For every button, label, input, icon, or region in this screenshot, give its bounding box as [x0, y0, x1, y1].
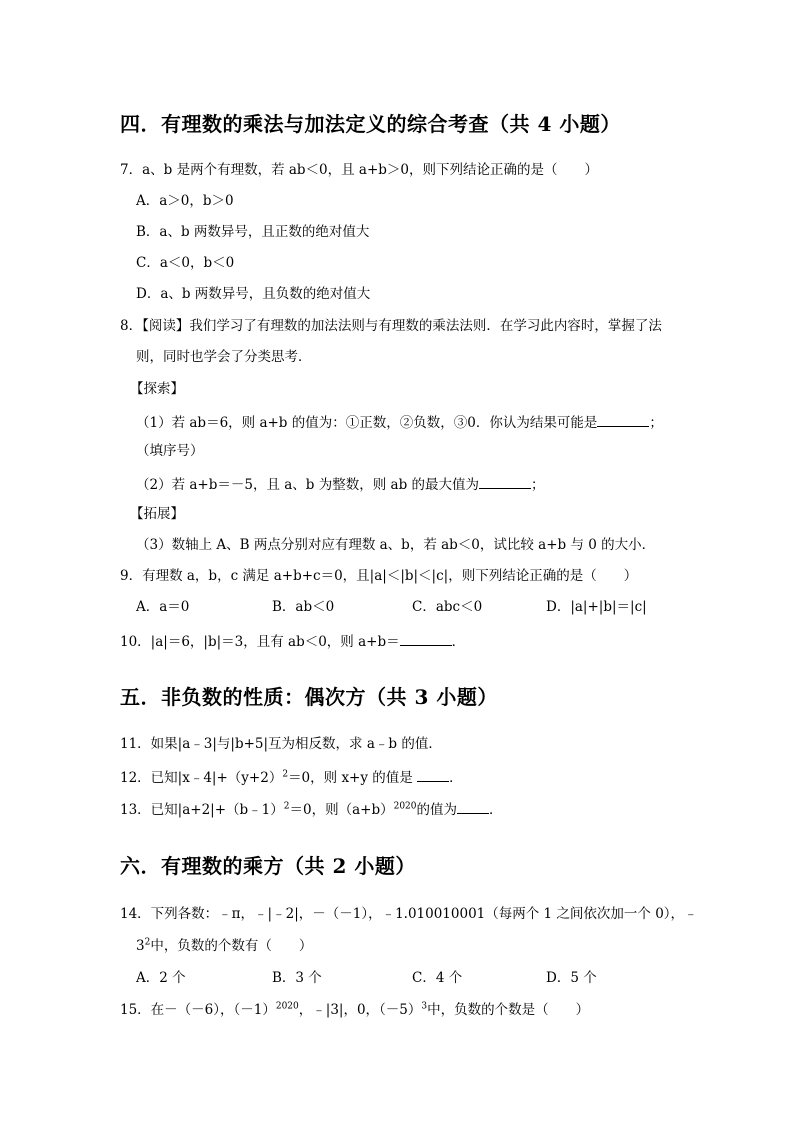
question-12-exponent: 2	[282, 769, 289, 780]
question-15	[120, 1001, 590, 1018]
question-15-text-b: ，﹣|3|，0，（－5）	[298, 1002, 422, 1018]
question-13-text-c: 的值为	[416, 802, 458, 818]
question-10-text: 10．|a|＝6，|b|＝3，且有 ab＜0，则 a+b＝	[120, 634, 400, 650]
question-7-option-b: B．a、b 两数异号，且正数的绝对值大	[136, 224, 370, 240]
answer-blank	[597, 414, 649, 427]
question-9-stem: 9．有理数 a，b，c 满足 a+b+c＝0，且|a|＜|b|＜|c|，则下列结论正确的是（ ）	[120, 568, 638, 584]
question-14-line-1: 14．下列各数：﹣π，﹣|﹣2|，－（－1），﹣1.010010001（每两个 1 之间依次加一个 0），﹣	[120, 906, 698, 922]
question-8-part-1-note: （填序号）	[136, 443, 204, 459]
question-13	[120, 801, 503, 818]
question-14-text: 中，负数的个数有（ ）	[150, 938, 313, 954]
question-7-stem: 7．a、b 是两个有理数，若 ab＜0，且 a+b＞0，则下列结论正确的是（ ）	[120, 162, 599, 178]
question-9-option-d: D．|a|+|b|＝|c|	[546, 599, 647, 615]
question-14-option-a: A．2 个	[136, 970, 186, 986]
question-8-line-1: 8．【阅读】我们学习了有理数的加法法则与有理数的乘法法则．在学习此内容时，掌握了法	[120, 318, 662, 334]
question-15-text-a: 15．在－（－6），（－1）	[120, 1002, 276, 1018]
question-13-text-a: 13．已知|a+2|+（b﹣1）	[120, 802, 284, 818]
question-8-extend-tag: 【拓展】	[130, 506, 184, 522]
question-7-option-d: D．a、b 两数异号，且负数的绝对值大	[136, 286, 371, 302]
question-8-part-1	[136, 414, 663, 431]
question-7-option-c: C．a＜0，b＜0	[136, 255, 235, 271]
question-13-end: ．	[489, 802, 503, 818]
question-12-end: ．	[449, 770, 463, 786]
question-8-explore-tag: 【探索】	[130, 381, 184, 397]
question-15-exponent-2: 3	[421, 1001, 428, 1012]
question-8-line-2: 则，同时也学会了分类思考．	[136, 349, 312, 365]
question-15-exponent-1: 2020	[275, 1001, 299, 1012]
section-heading-5: 五．非负数的性质：偶次方（共 3 小题）	[120, 685, 498, 709]
question-12-text-a: 12．已知|x﹣4|+（y+2）	[120, 770, 283, 786]
question-13-exponent: 2	[283, 801, 290, 812]
question-14-base: 3	[136, 938, 145, 954]
question-8-part-1-text: （1）若 ab＝6，则 a+b 的值为：①正数，②负数，③0．你认为结果可能是	[136, 415, 598, 431]
answer-blank	[417, 769, 449, 782]
answer-blank	[400, 633, 452, 646]
question-14-option-d: D．5 个	[546, 970, 597, 986]
question-8-part-2-text: （2）若 a+b＝－5，且 a、b 为整数，则 ab 的最大值为	[136, 477, 480, 493]
question-14-option-c: C．4 个	[412, 970, 463, 986]
question-14-line-2	[136, 937, 313, 954]
question-10-end: ．	[451, 634, 466, 650]
question-8-part-3: （3）数轴上 A、B 两点分别对应有理数 a、b，若 ab＜0，试比较 a+b 与 0 的大小．	[136, 537, 656, 553]
question-14-option-b: B．3 个	[272, 970, 322, 986]
question-9-option-b: B．ab＜0	[272, 599, 335, 615]
section-heading-4: 四．有理数的乘法与加法定义的综合考查（共 4 小题）	[120, 112, 621, 136]
question-7-option-a: A．a＞0，b＞0	[136, 193, 234, 209]
section-heading-6: 六．有理数的乘方（共 2 小题）	[120, 854, 416, 878]
question-12	[120, 769, 463, 786]
question-8-part-2-end: ；	[531, 477, 545, 493]
question-12-text-b: ＝0，则 x+y 的值是	[288, 770, 418, 786]
question-11: 11．如果|a﹣3|与|b+5|互为相反数，求 a﹣b 的值．	[120, 736, 442, 752]
question-9-option-a: A．a＝0	[136, 599, 190, 615]
question-8-part-2	[136, 476, 545, 493]
question-14-exponent: 2	[144, 937, 151, 948]
question-13-exponent-2: 2020	[393, 801, 417, 812]
question-9-option-c: C．abc＜0	[412, 599, 483, 615]
question-13-text-b: ＝0，则（a+b）	[289, 802, 394, 818]
question-15-text-c: 中，负数的个数是（ ）	[427, 1002, 590, 1018]
answer-blank	[479, 476, 531, 489]
answer-blank	[457, 801, 489, 814]
question-10	[120, 633, 465, 650]
question-8-part-1-end: ；	[649, 415, 663, 431]
